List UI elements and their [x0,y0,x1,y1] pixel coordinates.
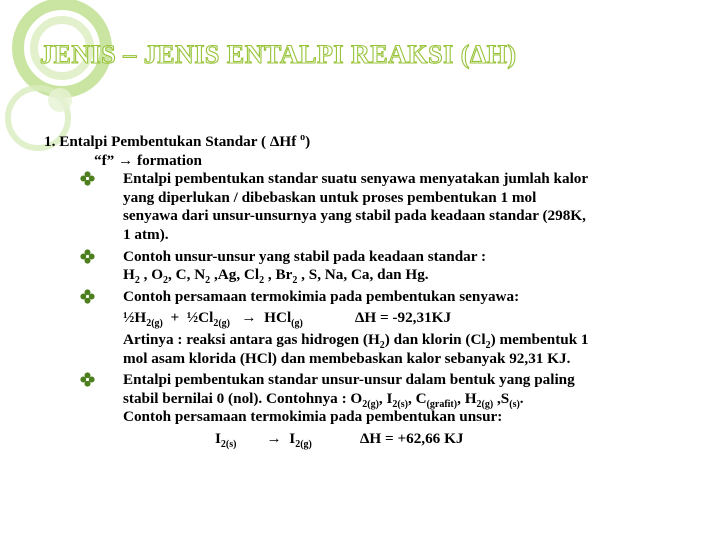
bullet-item [44,371,676,448]
bullet-line: Contoh persamaan termokimia pada pembentukan unsur: [123,408,503,426]
bullet-item [44,170,676,244]
bullet-line: Contoh unsur-unsur yang stabil pada keadaan standar : [123,247,487,265]
element-list: $H_2$ , $O_2$, C, $N_2$ ,Ag, $Cl_2$ , $Br_2$ , S, Na, Ca, dan Hg. [123,266,429,287]
bullet-line: 1 atm). [123,225,169,243]
thermochemical-equation: $\frac{1}{2}H_{2(g)}$ + $\frac{1}{2}Cl_{2(g)} \to HCl_{(g)}$ ΔH = -92,31KJ [123,309,452,330]
bullet-line: Contoh persamaan termokimia pada pembentukan senyawa: [123,287,520,305]
bullet-line: yang diperlukan / dibebaskan untuk proses pembentukan 1 mol [123,188,537,206]
bullet-line: Entalpi pembentukan standar suatu senyawa menyatakan jumlah kalor [123,170,589,188]
slide-title: JENIS – JENIS ENTALPI REAKSI (ΔH) [40,40,517,69]
bullet-line: Entalpi pembentukan standar unsur-unsur dalam bentuk yang paling [123,371,575,389]
thermochemical-equation: $I_{2(s)} \to I_{2(g)}$ ΔH = +62,66 KJ [215,429,464,450]
bullet-line: mol asam klorida (HCl) dan membebaskan kalor sebanyak 92,31 KJ. [123,349,571,367]
diamond-bullet-icon [80,249,95,264]
section-subheading: “f” → formation [94,151,202,169]
section-heading: 1. Entalpi Pembentukan Standar ( ΔHf $^o$) [44,132,311,150]
slide-content [44,133,676,449]
diamond-bullet-icon [80,289,95,304]
diamond-bullet-icon [80,372,95,387]
bullet-item [44,248,676,285]
bullet-line: stabil bernilai 0 (nol). Contohnya : $O_{2(g)}$, $I_{2(s)}$, $C_{(grafit)}$, $H_{2(g)}$ $,S_{(s)}$. [123,389,524,410]
bullet-line: senyawa dari unsur-unsurnya yang stabil pada keadaan standar (298K, [123,207,586,225]
bullet-line: Artinya : reaksi antara gas hidrogen $(H_2)$ dan klorin $(Cl_2)$ membentuk 1 [123,330,589,351]
diamond-bullet-icon [80,171,95,186]
bullet-item [44,288,676,368]
